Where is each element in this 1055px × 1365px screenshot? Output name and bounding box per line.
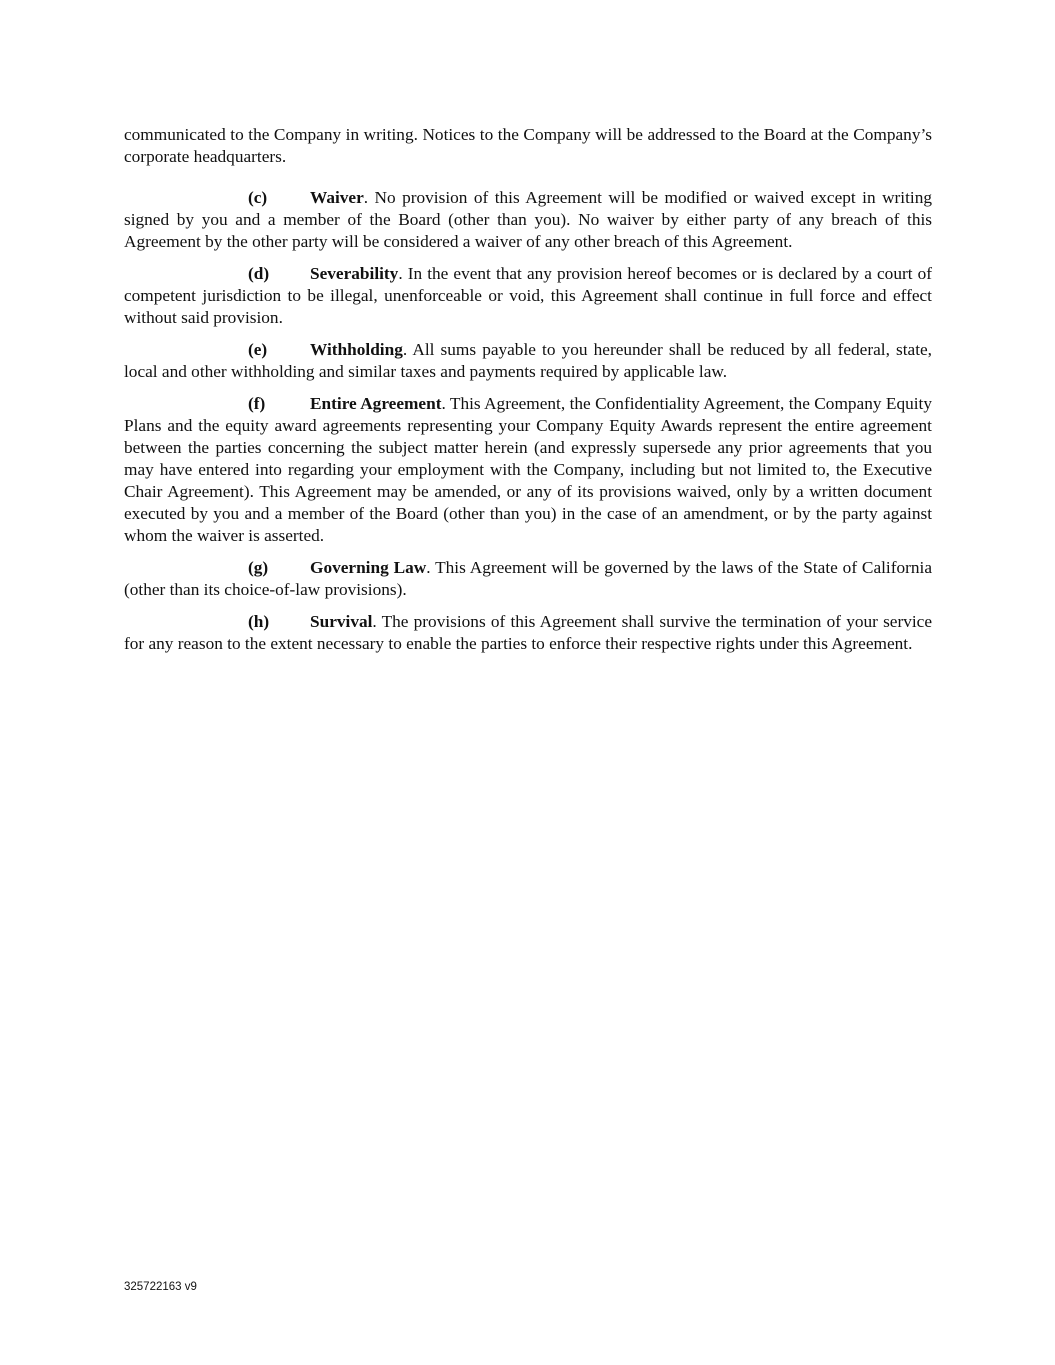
section-governing-law <box>124 557 932 601</box>
section-text: . This Agreement will be governed by the laws of the State of California (other than its choice-of-law provisions). <box>124 558 932 599</box>
section-heading: Survival <box>310 612 373 631</box>
section-text: . The provisions of this Agreement shall survive the termination of your service for any reason to the extent necessary to enable the parties to enforce their respective rights under this Agreement. <box>124 612 932 653</box>
document-footer-id: 325722163 v9 <box>124 1281 197 1293</box>
section-withholding <box>124 339 932 383</box>
section-marker: (d) <box>248 264 270 283</box>
section-entire-agreement <box>124 393 932 547</box>
section-severability <box>124 263 932 329</box>
section-marker: (h) <box>248 612 270 631</box>
section-heading: Severability <box>310 264 399 283</box>
section-text: . This Agreement, the Confidentiality Agreement, the Company Equity Plans and the equity award agreements representing your Company Equity Awards represent the entire agreement between the parties concerning the subject matter herein (and expressly supersede any prior agreements that you may have entered into regarding your employment with the Company, including but not limited to, the Executive Chair Agreement). This Agreement may be amended, or any of its provisions waived, only by a written document executed by you and a member of the Board (other than you) in the case of an amendment, or by the party against whom the waiver is asserted. <box>124 394 932 545</box>
section-marker: (f) <box>248 394 266 413</box>
document-page <box>124 124 932 665</box>
section-text: . All sums payable to you hereunder shall be reduced by all federal, state, local and other withholding and similar taxes and payments required by applicable law. <box>124 340 932 381</box>
section-waiver <box>124 187 932 253</box>
section-heading: Governing Law <box>310 558 427 577</box>
section-marker: (c) <box>248 188 268 207</box>
section-heading: Entire Agreement <box>310 394 442 413</box>
section-marker: (e) <box>248 340 268 359</box>
section-heading: Waiver <box>310 188 364 207</box>
section-heading: Withholding <box>310 340 403 359</box>
section-text: . No provision of this Agreement will be modified or waived except in writing signed by you and a member of the Board (other than you). No waiver by either party of any breach of this Agreement by the other party will be considered a waiver of any other breach of this Agreement. <box>124 188 932 251</box>
section-survival <box>124 611 932 655</box>
intro-paragraph: communicated to the Company in writing. Notices to the Company will be addressed to the Board at the Company’s corporate headquarters. <box>124 125 932 166</box>
section-marker: (g) <box>248 558 269 577</box>
section-text: . In the event that any provision hereof becomes or is declared by a court of competent jurisdiction to be illegal, unenforceable or void, this Agreement shall continue in full force and effect without said provision. <box>124 264 932 327</box>
